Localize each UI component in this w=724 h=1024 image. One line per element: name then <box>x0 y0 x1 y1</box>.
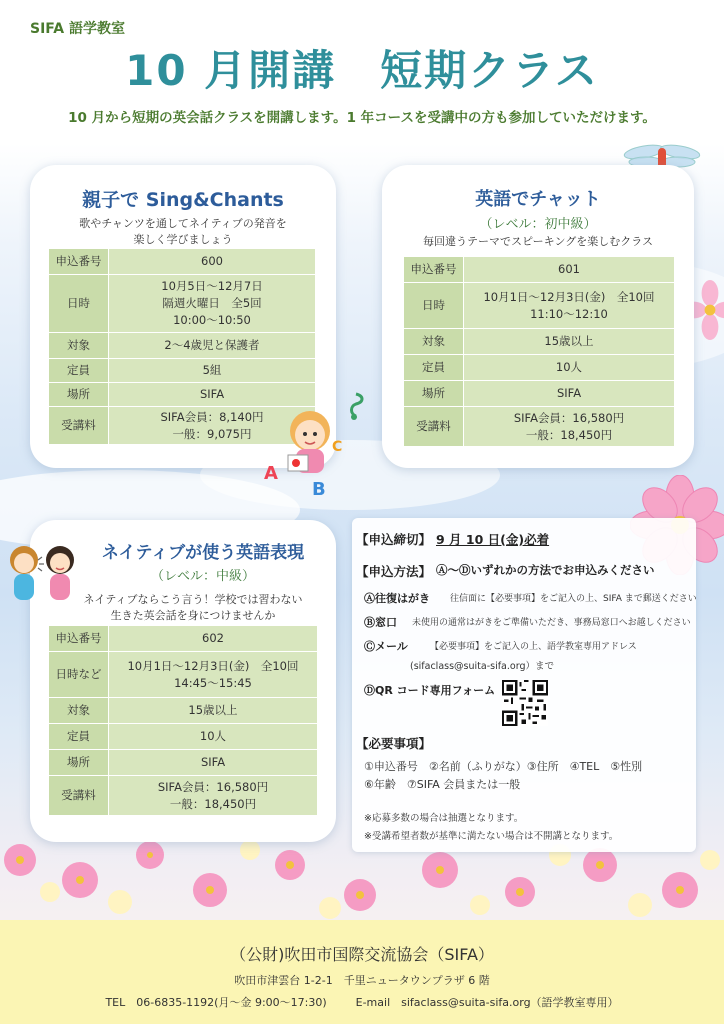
table-row <box>404 407 675 447</box>
table-row <box>49 698 318 724</box>
deadline-value: 9 月 10 日(金)必着 <box>436 532 550 547</box>
row-label: 対象 <box>49 698 109 724</box>
class-level: （レベル：初中級） <box>479 217 597 232</box>
row-value: 602 <box>109 626 318 652</box>
row-value: SIFA会員：16,580円 一般：18,450円 <box>109 776 318 816</box>
table-row <box>404 355 675 381</box>
table-row <box>404 257 675 283</box>
footer-org: （公財)吹田市国際交流協会（SIFA） <box>230 945 494 964</box>
note-lottery: ※応募多数の場合は抽選となります。 <box>364 813 524 824</box>
table-row <box>49 626 318 652</box>
row-value: 10月5日～12月7日 隔週火曜日 全5回 10:00～10:50 <box>109 275 316 333</box>
deadline-label: 【申込締切】 <box>356 532 432 547</box>
svg-text:B: B <box>312 479 326 497</box>
row-label: 定員 <box>404 355 464 381</box>
row-label: 定員 <box>49 359 109 383</box>
class-title: ネイティブが使う英語表現 <box>101 543 305 563</box>
row-label: 日時 <box>404 283 464 329</box>
method-b-text: 未使用の通常はがきをご準備いただき、事務局窓口へお越しください <box>412 618 691 628</box>
footer-tel: TEL 06-6835-1192(月～金 9:00～17:30) <box>105 996 327 1009</box>
row-value: 5組 <box>109 359 316 383</box>
row-label: 対象 <box>404 329 464 355</box>
row-label: 受講料 <box>404 407 464 447</box>
class-description: 歌やチャンツを通してネイティブの発音を <box>79 217 287 230</box>
row-value: 10人 <box>109 724 318 750</box>
row-value: 10月1日～12月3日(金) 全10回 11:10～12:10 <box>464 283 675 329</box>
method-c-email[interactable]: (sifaclass@suita-sifa.org）まで <box>410 661 554 672</box>
row-label: 申込番号 <box>404 257 464 283</box>
footer-email[interactable]: E-mail sifaclass@suita-sifa.org（語学教室専用） <box>355 996 619 1009</box>
child-with-book-icon <box>262 405 352 497</box>
page-subtitle: 10 月から短期の英会話クラスを開講します。1 年コースを受講中の方も参加していただけます。 <box>68 110 656 126</box>
row-label: 受講料 <box>49 407 109 445</box>
row-label: 受講料 <box>49 776 109 816</box>
method-a-title: Ⓐ往復はがき <box>364 592 430 605</box>
row-label: 場所 <box>49 750 109 776</box>
row-value: SIFA会員：16,580円 一般：18,450円 <box>464 407 675 447</box>
class-title: 英語でチャット <box>475 189 601 210</box>
table-row <box>404 381 675 407</box>
class-description: ネイティブならこう言う！学校では習わない <box>83 593 303 606</box>
table-row <box>49 724 318 750</box>
class-description: 楽しく学びましょう <box>133 233 233 246</box>
svg-text:C: C <box>332 439 343 455</box>
method-label: 【申込方法】 <box>356 564 432 579</box>
row-value: SIFA <box>109 383 316 407</box>
method-b-title: Ⓑ窓口 <box>364 616 397 629</box>
method-c-text: 【必要事項】をご記入の上、語学教室専用アドレス <box>430 642 637 652</box>
row-label: 定員 <box>49 724 109 750</box>
required-items-2: ⑥年齢 ⑦SIFA 会員または一般 <box>364 778 521 791</box>
row-value: 15歳以上 <box>464 329 675 355</box>
table-row <box>404 329 675 355</box>
row-label: 場所 <box>49 383 109 407</box>
row-label: 対象 <box>49 333 109 359</box>
row-label: 申込番号 <box>49 626 109 652</box>
row-value: 10人 <box>464 355 675 381</box>
footer-contact <box>0 994 724 1010</box>
method-value: Ⓐ～Ⓓいずれかの方法でお申込みください <box>436 563 655 577</box>
footer <box>0 920 724 1024</box>
table-row <box>49 333 316 359</box>
music-note-icon <box>342 392 368 420</box>
method-a-text: 往信面に【必要事項】をご記入の上、SIFA まで郵送ください <box>450 594 697 604</box>
method-d-title: ⒹQR コード専用フォーム <box>364 684 496 697</box>
row-value: 601 <box>464 257 675 283</box>
table-row <box>49 652 318 698</box>
page-title: 10 月開講 短期クラス <box>125 46 599 95</box>
table-row <box>404 283 675 329</box>
table-row <box>49 359 316 383</box>
class-description: 毎回違うテーマでスピーキングを楽しむクラス <box>423 235 653 248</box>
table-row <box>49 750 318 776</box>
row-label: 申込番号 <box>49 249 109 275</box>
row-label: 日時 <box>49 275 109 333</box>
required-items-1: ①申込番号 ②名前（ふりがな）③住所 ④TEL ⑤性別 <box>364 760 643 773</box>
required-label: 【必要事項】 <box>356 736 432 751</box>
class-level: （レベル：中級） <box>150 569 255 584</box>
row-value: 10月1日～12月3日(金) 全10回 14:45～15:45 <box>109 652 318 698</box>
two-women-talking-icon <box>6 540 80 606</box>
footer-address: 吹田市津雲台 1-2-1 千里ニュータウンプラザ 6 階 <box>234 974 490 987</box>
row-value: SIFA会員：8,140円 一般：9,075円 <box>109 407 316 445</box>
application-info <box>352 518 696 852</box>
row-label: 場所 <box>404 381 464 407</box>
class-title: 親子で Sing&Chants <box>82 189 284 211</box>
qr-code-icon[interactable] <box>502 680 548 726</box>
table-row <box>49 275 316 333</box>
row-label: 日時など <box>49 652 109 698</box>
row-value: 15歳以上 <box>109 698 318 724</box>
row-value: SIFA <box>109 750 318 776</box>
method-c-title: Ⓒメール <box>364 640 408 653</box>
row-value: 2～4歳児と保護者 <box>109 333 316 359</box>
row-value: 600 <box>109 249 316 275</box>
class-description: 生きた英会話を身につけませんか <box>110 609 276 622</box>
table-row <box>49 776 318 816</box>
row-value: SIFA <box>464 381 675 407</box>
note-cancellation: ※受講希望者数が基準に満たない場合は不開講となります。 <box>364 831 619 842</box>
class-info-table-601 <box>403 256 675 447</box>
class-info-table-602 <box>48 625 318 816</box>
footer-spacer <box>330 996 352 1009</box>
table-row <box>49 383 316 407</box>
table-row <box>49 249 316 275</box>
svg-text:A: A <box>264 463 278 484</box>
org-label: SIFA 語学教室 <box>30 21 125 37</box>
